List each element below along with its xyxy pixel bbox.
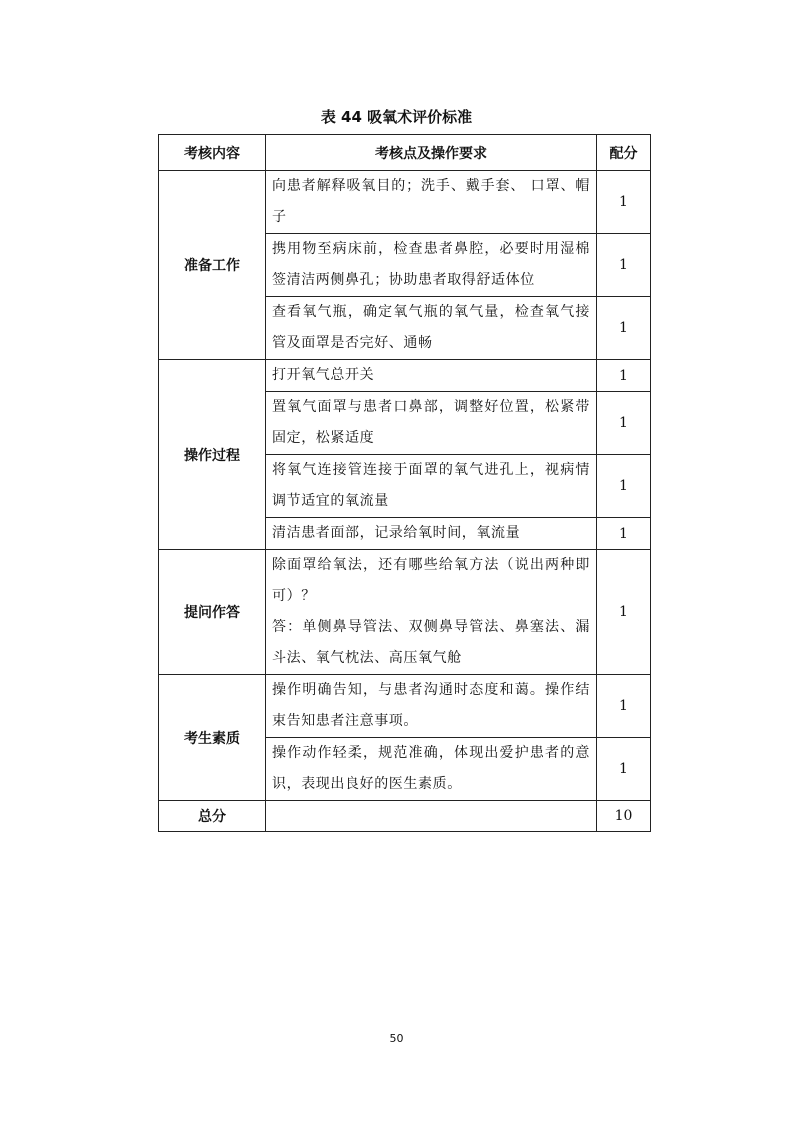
table-title: 表 44 吸氧术评价标准	[320, 108, 473, 126]
category-qa: 提问作答	[159, 550, 266, 675]
requirement-cell: 查看氧气瓶，确定氧气瓶的氧气量，检查氧气接管及面罩是否完好、通畅	[266, 297, 597, 360]
question-text: 除面罩给氧法，还有哪些给氧方法（说出两种即可）？	[272, 557, 590, 604]
requirement-cell: 操作动作轻柔，规范准确，体现出爱护患者的意识，表现出良好的医生素质。	[266, 738, 597, 801]
score-cell: 1	[597, 171, 651, 234]
total-requirements	[266, 801, 597, 832]
header-content: 考核内容	[159, 135, 266, 171]
requirement-cell: 清洁患者面部，记录给氧时间，氧流量	[266, 518, 597, 550]
category-quality: 考生素质	[159, 675, 266, 801]
header-score: 配分	[597, 135, 651, 171]
requirement-cell	[266, 550, 597, 675]
requirement-cell: 携用物至病床前，检查患者鼻腔，必要时用湿棉签清洁两侧鼻孔；协助患者取得舒适体位	[266, 234, 597, 297]
table-row	[159, 550, 651, 675]
requirement-cell: 置氧气面罩与患者口鼻部，调整好位置，松紧带固定，松紧适度	[266, 392, 597, 455]
score-cell: 1	[597, 518, 651, 550]
score-cell: 1	[597, 297, 651, 360]
score-cell: 1	[597, 455, 651, 518]
table-row	[159, 360, 651, 392]
score-cell: 1	[597, 392, 651, 455]
requirement-cell: 将氧气连接管连接于面罩的氧气进孔上，视病情调节适宜的氧流量	[266, 455, 597, 518]
header-row	[159, 135, 651, 171]
requirement-cell: 打开氧气总开关	[266, 360, 597, 392]
category-procedure: 操作过程	[159, 360, 266, 550]
requirement-cell: 操作明确告知，与患者沟通时态度和蔼。操作结束告知患者注意事项。	[266, 675, 597, 738]
score-cell: 1	[597, 675, 651, 738]
total-label: 总分	[159, 801, 266, 832]
score-cell: 1	[597, 550, 651, 675]
requirement-cell: 向患者解释吸氧目的；洗手、戴手套、 口罩、帽子	[266, 171, 597, 234]
answer-text: 答：单侧鼻导管法、双侧鼻导管法、鼻塞法、漏斗法、氧气枕法、高压氧气舱	[272, 619, 590, 666]
header-requirements: 考核点及操作要求	[266, 135, 597, 171]
total-score: 10	[597, 801, 651, 832]
table-row	[159, 171, 651, 234]
score-cell: 1	[597, 234, 651, 297]
table-row	[159, 675, 651, 738]
total-row	[159, 801, 651, 832]
evaluation-table	[158, 134, 651, 832]
page-number: 50	[389, 1032, 404, 1045]
score-cell: 1	[597, 360, 651, 392]
category-preparation: 准备工作	[159, 171, 266, 360]
score-cell: 1	[597, 738, 651, 801]
